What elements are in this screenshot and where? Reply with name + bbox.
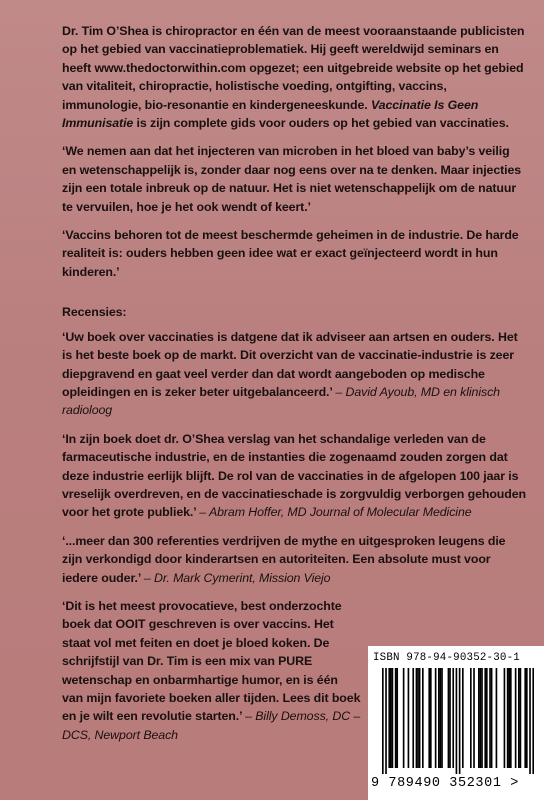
barcode-bar [462, 668, 464, 768]
review [62, 532, 526, 587]
barcode-icon [382, 668, 534, 774]
review-author: – David Ayoub, MD en klinisch radioloog [62, 384, 500, 418]
reviews-heading: Recensies: [62, 305, 127, 320]
barcode-bar [484, 668, 486, 768]
barcode-bar [388, 668, 390, 768]
barcode-bar [515, 668, 517, 768]
review-text: ‘Uw boek over vaccinaties is datgene dat ik adviseer aan artsen en ouders. Het is het beste boek op de markt. Dit overzicht van de vaccinatie-industrie is zeer diepgravend en gaat veel verder dan dat wordt aangeboden op medische opleidingen en is zeker beter uitgebalanceerd.’ [62, 329, 518, 399]
barcode-bar [408, 668, 410, 768]
barcode-bar [419, 668, 421, 768]
barcode-bar [449, 668, 451, 768]
barcode-bar [518, 668, 520, 768]
barcode-bar [382, 668, 384, 774]
barcode-bar [504, 668, 506, 768]
review [62, 430, 526, 522]
author-bio [62, 22, 526, 132]
barcode-bar [448, 668, 450, 768]
barcode-bar [403, 668, 405, 768]
isbn-label: ISBN 978-94-90352-30-1 [373, 652, 520, 664]
barcode-bar [508, 668, 510, 768]
barcode-bar [480, 668, 482, 768]
quote-1: ‘We nemen aan dat het injecteren van microben in het bloed van baby’s veilig en wetenschappelijk is, zonder daar nog eens over na te denken. Maar injecties zijn een totale inbreuk op de natuur. Het is niet wetenschappelijk om de natuur te vervuilen, hoe je het ook wendt of keert.’ [62, 144, 522, 214]
barcode-bar [510, 668, 512, 768]
barcode-bar [489, 668, 491, 768]
barcode-bar [412, 668, 414, 768]
barcode-bar [428, 668, 430, 768]
barcode-bar [470, 668, 472, 768]
barcode-bar [390, 668, 392, 768]
quote-2: ‘Vaccins behoren tot de meest beschermde geheimen in de industrie. De harde realiteit is: ouders hebben geen idee wat er exact geïnjecteerd wordt in hun kinderen.’ [62, 228, 519, 279]
barcode-bar [395, 668, 397, 768]
barcode-bar [456, 668, 458, 774]
barcode-bar [430, 668, 432, 768]
review [62, 328, 526, 420]
review-text: ‘In zijn boek doet dr. O’Shea verslag van het schandalige verleden van de farmaceutische industrie, en de instanties die zogenaamd zouden zorgen dat deze industrie eerlijk blijft. De rol van de vaccinaties in de afgelopen 100 jaar is vreselijk overdreven, en de vaccinatieschade is zorgvuldig verborgen gehouden voor het grote publiek.’ [62, 431, 526, 520]
review-author: – Dr. Mark Cymerint, Mission Viejo [143, 570, 331, 585]
barcode-bar [417, 668, 419, 768]
barcode-bar [507, 668, 509, 768]
author-bio-end: is zijn complete gids voor ouders op het gebied van vaccinaties. [136, 116, 509, 131]
review-author: – Billy Demoss, DC – DCS, Newport Beach [62, 709, 361, 742]
barcode-bar [481, 668, 483, 768]
barcode-bar [491, 668, 493, 768]
review-author: – Abram Hoffer, MD Journal of Molecular Medicine [199, 505, 472, 520]
barcode-number: 9 789490 352301 > [371, 776, 519, 791]
barcode-bar [396, 668, 398, 768]
barcode-bar [392, 668, 394, 768]
barcode-bar [526, 668, 528, 768]
barcode-bar [478, 668, 480, 768]
barcode-bar [440, 668, 442, 768]
barcode-bar [524, 668, 526, 768]
barcode-bar [441, 668, 443, 768]
barcode-bar [416, 668, 418, 768]
barcode-bar [422, 668, 424, 768]
back-cover-text [62, 22, 526, 754]
barcode-bar [496, 668, 498, 768]
barcode-bar [520, 668, 522, 768]
barcode-bar [452, 668, 454, 768]
book-title: Vaccinatie Is Geen Immunisatie [62, 97, 479, 131]
review-text: ‘Dit is het meest provocatieve, best onderzochte boek dat OOIT geschreven is over vaccins. Het staat vol met feiten en doet je bloed koken. De schrijfstijl van Dr. Tim is een mix van PURE wetenschap en onbarmhartige humor, en is één van mijn favoriete boeken aller tijden. Lees dit boek en je wilt een revolutie starten.’ [62, 598, 361, 724]
review-text: ‘...meer dan 300 referenties verdrijven de mythe en uitgesproken leugens die zijn verkondigd door kinderartsen en autoriteiten. Een absolute must voor iedere ouder.’ [62, 533, 506, 585]
barcode-bar [529, 668, 531, 774]
barcode-bar [486, 668, 488, 768]
barcode-bar [385, 668, 387, 774]
review [62, 597, 362, 744]
barcode-bar [473, 668, 475, 768]
barcode-bar [438, 668, 440, 768]
barcode-bar [435, 668, 437, 768]
barcode-bar [459, 668, 461, 774]
author-bio-text: Dr. Tim O’Shea is chiropractor en één van de meest vooraanstaande publicisten op het gebied van vaccinatieproblematiek. Hij geeft wereldwijd seminars en heeft www.thedoctorwithin.com opgezet; een uitgebreide website op het gebied van vitaliteit, chiropractie, holistische voeding, ontgifting, vaccins, immunologie, bio-resonantie en kindergeneeskunde. [62, 24, 525, 112]
barcode-bar [532, 668, 534, 774]
